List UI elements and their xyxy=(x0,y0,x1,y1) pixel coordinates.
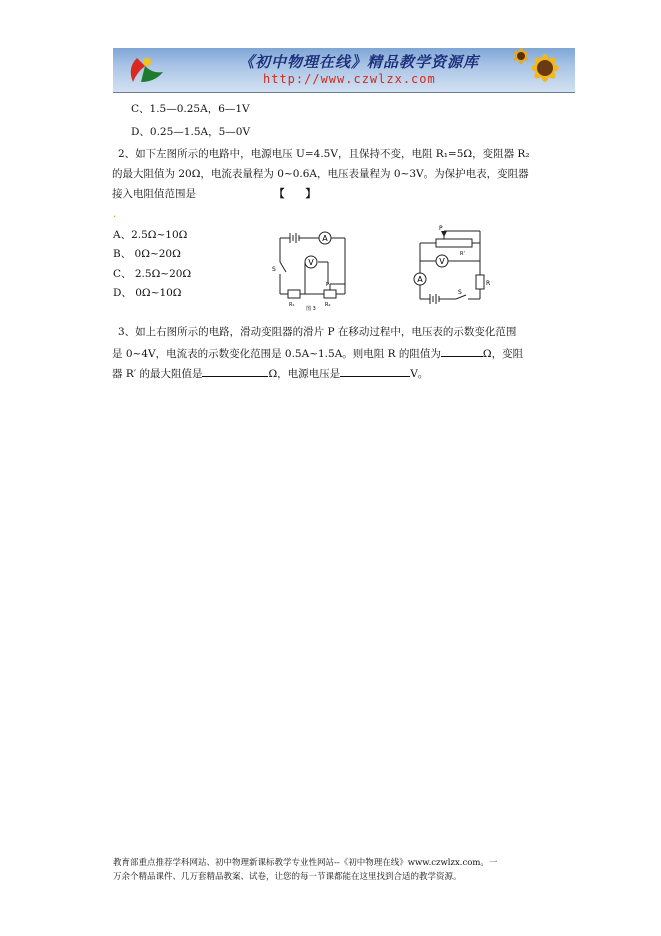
banner-url[interactable]: http://www.czwlzx.com xyxy=(263,72,436,86)
option-d-prev: D、0.25—1.5A，5—0V xyxy=(131,126,251,138)
sunflower-icon xyxy=(511,48,575,92)
left-ammeter-label: A xyxy=(322,234,328,243)
footer-line2: 万余个精品课件、几万套精品教案、试卷，让您的每一节课都能在这里找到合适的教学资源。 xyxy=(113,872,462,882)
q2-dot: . xyxy=(113,208,117,220)
left-slider-label: P xyxy=(326,282,330,288)
banner-title: 《初中物理在线》精品教学资源库 xyxy=(239,53,480,71)
q3-blank-resistance[interactable] xyxy=(441,345,483,357)
q2-line1: 2、如下左图所示的电路中，电源电压 U=4.5V，且保持不变，电阻 R₁=5Ω，变阻器 R₂ xyxy=(118,148,530,160)
option-c-prev: C、1.5—0.25A，6—1V xyxy=(131,103,250,115)
q2-answer-bracket: 【 】 xyxy=(274,188,316,200)
q3-line3-mid: Ω，电源电压是 xyxy=(268,368,341,380)
q3-line2-text: 是 0~4V，电流表的示数变化范围是 0.5A~1.5A。则电阻 R 的阻值为 xyxy=(112,348,441,360)
q3-line2 xyxy=(112,345,523,361)
left-switch-label: S xyxy=(272,266,276,273)
right-rheostat-label: R' xyxy=(460,251,465,257)
q3-blank-voltage[interactable] xyxy=(340,365,410,377)
q3-line2-suffix: Ω，变阻 xyxy=(482,348,524,360)
q3-line3-text: 器 R′ 的最大阻值是 xyxy=(112,368,203,380)
q3-blank-max-resistance[interactable] xyxy=(202,365,268,377)
q2-option-d: D、 0Ω~10Ω xyxy=(113,287,182,299)
right-slider-label: P xyxy=(439,225,443,232)
q2-option-c: C、 2.5Ω~20Ω xyxy=(113,268,192,280)
left-r2-label: R₂ xyxy=(325,302,331,308)
right-switch-label: S xyxy=(458,289,462,296)
right-resistor-label: R xyxy=(486,280,491,287)
q3-line3-end: V。 xyxy=(410,368,429,380)
q2-line2: 的最大阻值为 20Ω，电流表量程为 0~0.6A，电压表量程为 0~3V。为保护电表，变阻器 xyxy=(112,168,529,180)
footer-line1: 教育部重点推荐学科网站、初中物理新课标教学专业性网站--《初中物理在线》www.czwlzx.com。一 xyxy=(113,858,498,868)
right-voltmeter-label: V xyxy=(439,257,445,266)
circuit-diagram-right xyxy=(400,225,492,307)
page-footer xyxy=(113,856,553,884)
left-r1-label: R₁ xyxy=(289,302,295,308)
circuit-diagram-left xyxy=(270,224,360,312)
q3-line1: 3、如上右图所示的电路，滑动变阻器的滑片 P 在移动过程中，电压表的示数变化范围 xyxy=(118,326,517,338)
right-ammeter-label: A xyxy=(417,275,423,284)
left-voltmeter-label: V xyxy=(308,258,314,267)
q2-option-a: A、2.5Ω~10Ω xyxy=(113,229,188,241)
site-banner xyxy=(113,48,575,93)
left-figure-label: 图 3 xyxy=(306,306,316,312)
q3-line3 xyxy=(112,365,428,381)
q2-line3: 接入电阻值范围是 xyxy=(112,188,196,200)
q2-option-b: B、 0Ω~20Ω xyxy=(113,248,181,260)
site-logo-icon xyxy=(123,52,169,88)
